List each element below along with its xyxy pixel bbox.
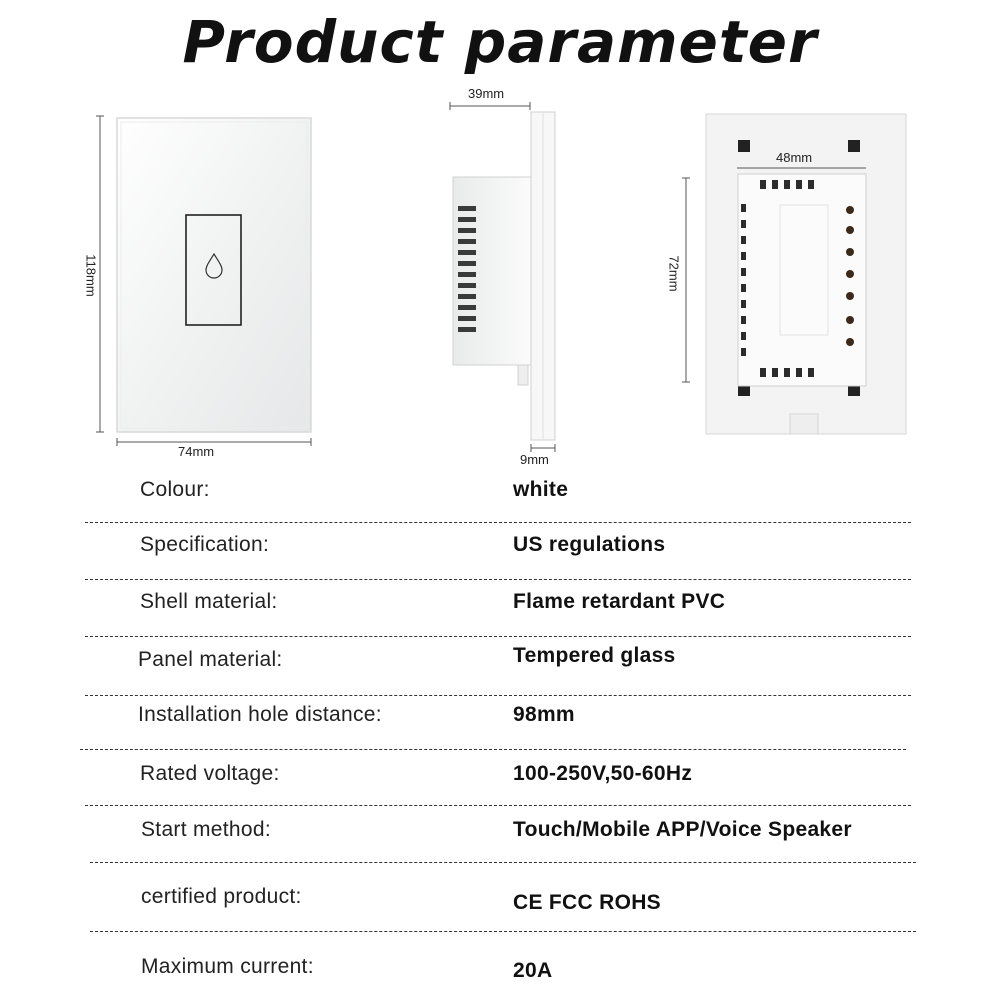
spec-row-panel-material — [0, 644, 1000, 688]
spec-value: 20A — [513, 959, 553, 982]
back-width-label: 48mm — [776, 150, 813, 165]
spec-row-maximum-current — [0, 955, 1000, 995]
spec-label: Shell material: — [140, 590, 278, 613]
spec-value: 100-250V,50-60Hz — [513, 762, 693, 785]
spec-label: Panel material: — [138, 648, 283, 671]
spec-row-installation-hole-distance — [0, 703, 1000, 743]
spec-row-colour — [0, 478, 1000, 518]
side-depth-label: 39mm — [468, 86, 505, 101]
spec-value: Touch/Mobile APP/Voice Speaker — [513, 818, 852, 841]
row-divider — [90, 862, 916, 863]
front-width-label: 74mm — [178, 444, 215, 459]
front-height-label: 118mm — [83, 254, 99, 297]
spec-value: CE FCC ROHS — [513, 891, 661, 914]
spec-value: Tempered glass — [513, 644, 676, 667]
spec-label: Installation hole distance: — [138, 703, 382, 726]
side-plate-label: 9mm — [520, 452, 549, 467]
page-title: Product parameter — [182, 8, 818, 76]
spec-row-start-method — [0, 818, 1000, 858]
product-figures — [0, 80, 1000, 480]
row-divider — [85, 522, 911, 523]
row-divider — [85, 579, 911, 580]
row-divider — [90, 931, 916, 932]
spec-value: US regulations — [513, 533, 666, 556]
front-view — [96, 116, 311, 446]
back-height-label: 72mm — [666, 255, 682, 292]
spec-label: Maximum current: — [141, 955, 314, 978]
spec-label: certified product: — [141, 885, 302, 908]
row-divider — [85, 695, 911, 696]
spec-label: Start method: — [141, 818, 271, 841]
spec-row-rated-voltage — [0, 762, 1000, 802]
row-divider — [85, 636, 911, 637]
spec-value: 98mm — [513, 703, 575, 726]
switch-diagrams — [0, 80, 1000, 480]
row-divider — [85, 805, 911, 806]
spec-label: Rated voltage: — [140, 762, 280, 785]
spec-value: Flame retardant PVC — [513, 590, 726, 613]
row-divider — [80, 749, 906, 750]
spec-value: white — [513, 478, 569, 501]
spec-row-shell-material — [0, 590, 1000, 630]
spec-label: Colour: — [140, 478, 210, 501]
spec-label: Specification: — [140, 533, 270, 556]
spec-row-specification — [0, 533, 1000, 573]
side-view — [450, 102, 555, 452]
spec-row-certified-product — [0, 885, 1000, 925]
